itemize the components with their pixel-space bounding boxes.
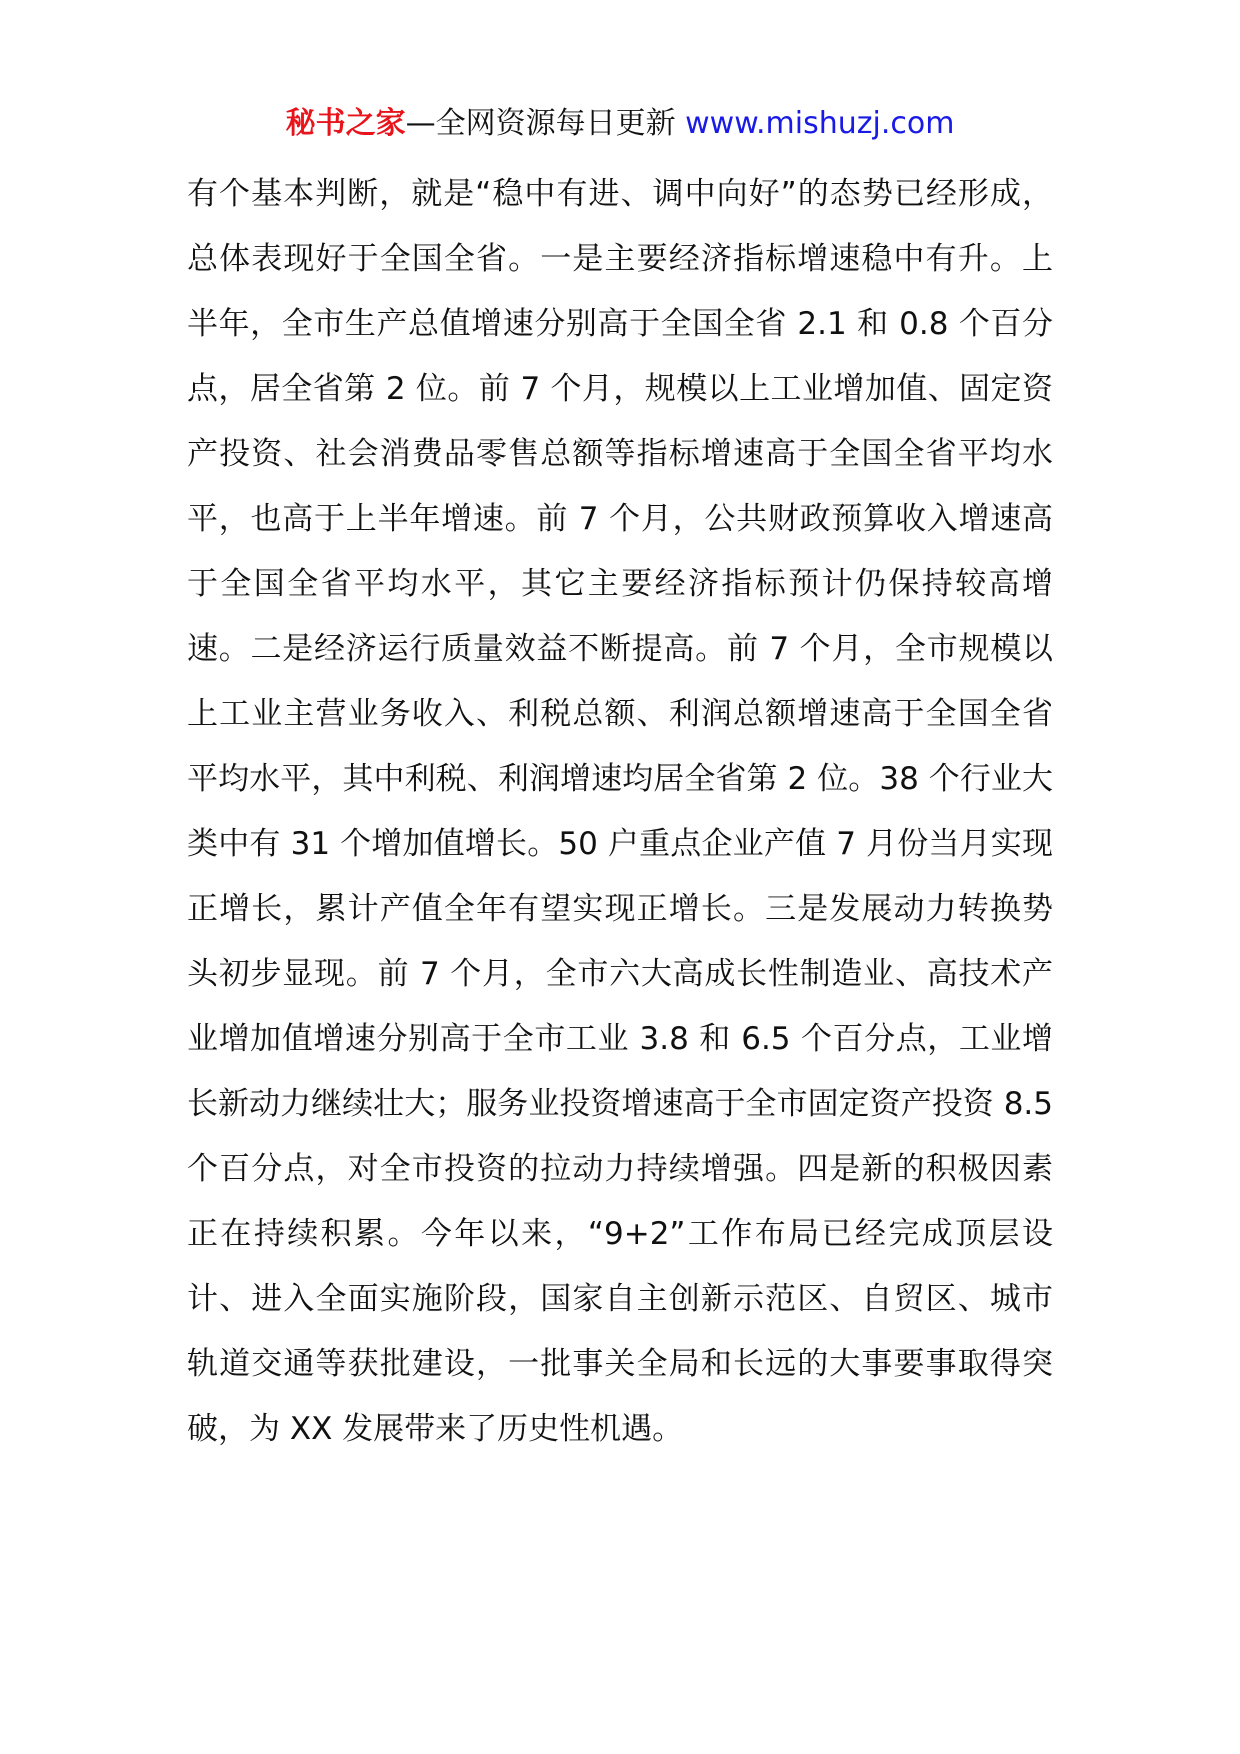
site-tagline: —全网资源每日更新 (405, 106, 686, 141)
site-brand: 秘书之家 (285, 106, 406, 141)
site-header (0, 100, 1240, 148)
body-paragraph: 有个基本判断，就是“稳中有进、调中向好”的态势已经形成，总体表现好于全国全省。一是主要经济指标增速稳中有升。上半年，全市生产总值增速分别高于全国全省 2.1 和 0.8 个百分点，居全省第 2 位。前 7 个月，规模以上工业增加值、固定资产投资、社会消费品零售总额等指标增速高于全国全省平均水平，也高于上半年增速。前 7 个月，公共财政预算收入增速高于全国全省平均水平，其它主要经济指标预计仍保持较高增速。二是经济运行质量效益不断提高。前 7 个月，全市规模以上工业主营业务收入、利税总额、利润总额增速高于全国全省平均水平，其中利税、利润增速均居全省第 2 位。38 个行业大类中有 31 个增加值增长。50 户重点企业产值 7 月份当月实现正增长，累计产值全年有望实现正增长。三是发展动力转换势头初步显现。前 7 个月，全市六大高成长性制造业、高技术产业增加值增速分别高于全市工业 3.8 和 6.5 个百分点，工业增长新动力继续壮大；服务业投资增速高于全市固定资产投资 8.5 个百分点，对全市投资的拉动力持续增强。四是新的积极因素正在持续积累。今年以来，“9+2”工作布局已经完成顶层设计、进入全面实施阶段，国家自主创新示范区、自贸区、城市轨道交通等获批建设，一批事关全局和长远的大事要事取得突破，为 XX 发展带来了历史性机遇。 (187, 176, 1053, 1447)
site-url-link[interactable]: www.mishuzj.com (685, 106, 955, 141)
